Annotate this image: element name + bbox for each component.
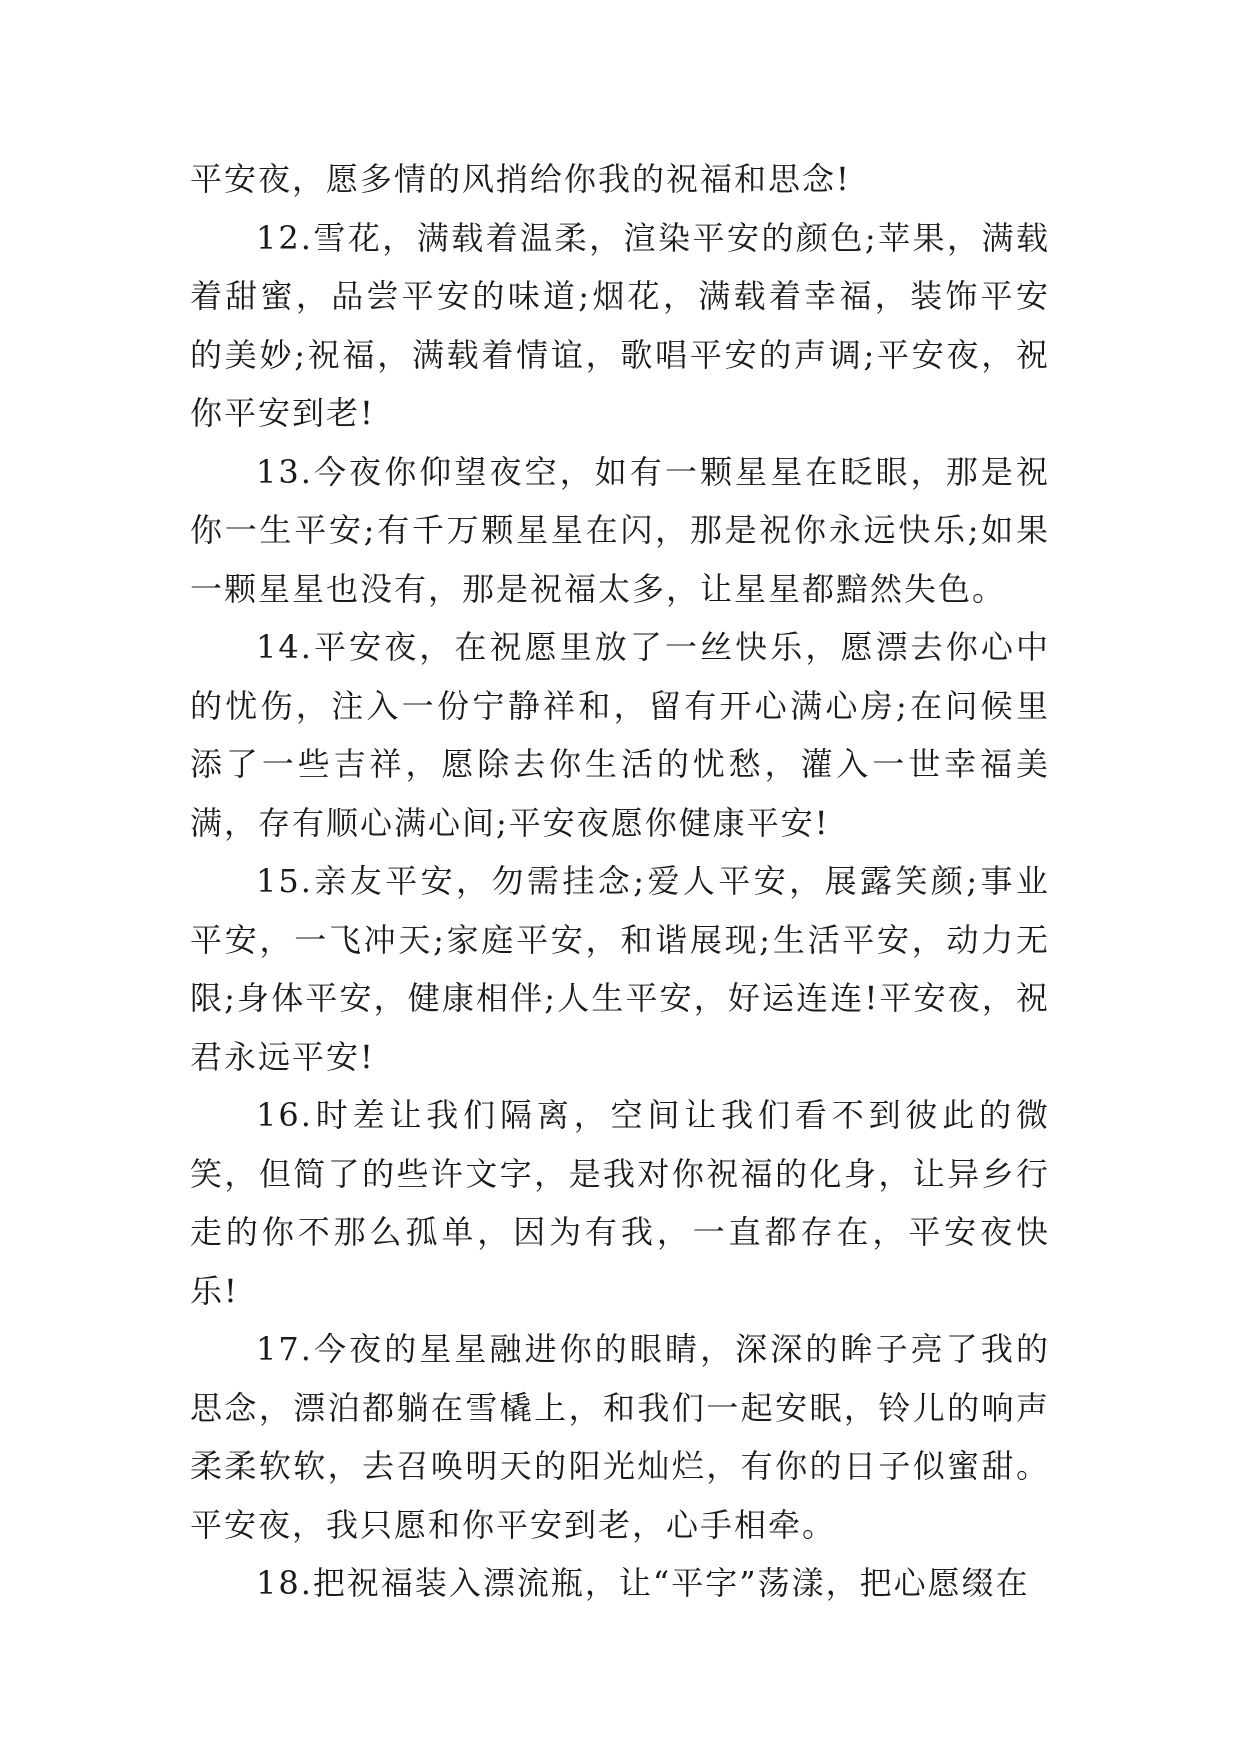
paragraph-16: 16.时差让我们隔离，空间让我们看不到彼此的微笑，但简了的些许文字，是我对你祝福的化身，让异乡行走的你不那么孤单，因为有我，一直都存在，平安夜快乐! xyxy=(190,1096,1050,1310)
document-body xyxy=(190,150,1050,1613)
paragraph-15: 15.亲友平安，勿需挂念;爱人平安，展露笑颜;事业平安，一飞冲天;家庭平安，和谐展现;生活平安，动力无限;身体平安，健康相伴;人生平安，好运连连!平安夜，祝君永远平安! xyxy=(190,862,1050,1076)
paragraph-continuation: 平安夜，愿多情的风捎给你我的祝福和思念! xyxy=(190,160,851,198)
paragraph-18: 18.把祝福装入漂流瓶，让“平字”荡漾，把心愿缀在 xyxy=(256,1564,1030,1602)
paragraph-12: 12.雪花，满载着温柔，渲染平安的颜色;苹果，满载着甜蜜，品尝平安的味道;烟花，满载着幸福，装饰平安的美妙;祝福，满载着情谊，歌唱平安的声调;平安夜，祝你平安到老! xyxy=(190,218,1050,432)
paragraph-14: 14.平安夜，在祝愿里放了一丝快乐，愿漂去你心中的忧伤，注入一份宁静祥和，留有开心满心房;在问候里添了一些吉祥，愿除去你生活的忧愁，灌入一世幸福美满，存有顺心满心间;平安夜愿你健康平安! xyxy=(190,628,1050,842)
paragraph-17: 17.今夜的星星融进你的眼睛，深深的眸子亮了我的思念，漂泊都躺在雪橇上，和我们一起安眠，铃儿的响声柔柔软软，去召唤明天的阳光灿烂，有你的日子似蜜甜。平安夜，我只愿和你平安到老，心手相牵。 xyxy=(190,1330,1050,1544)
paragraph-13: 13.今夜你仰望夜空，如有一颗星星在眨眼，那是祝你一生平安;有千万颗星星在闪，那是祝你永远快乐;如果一颗星星也没有，那是祝福太多，让星星都黯然失色。 xyxy=(190,452,1050,608)
